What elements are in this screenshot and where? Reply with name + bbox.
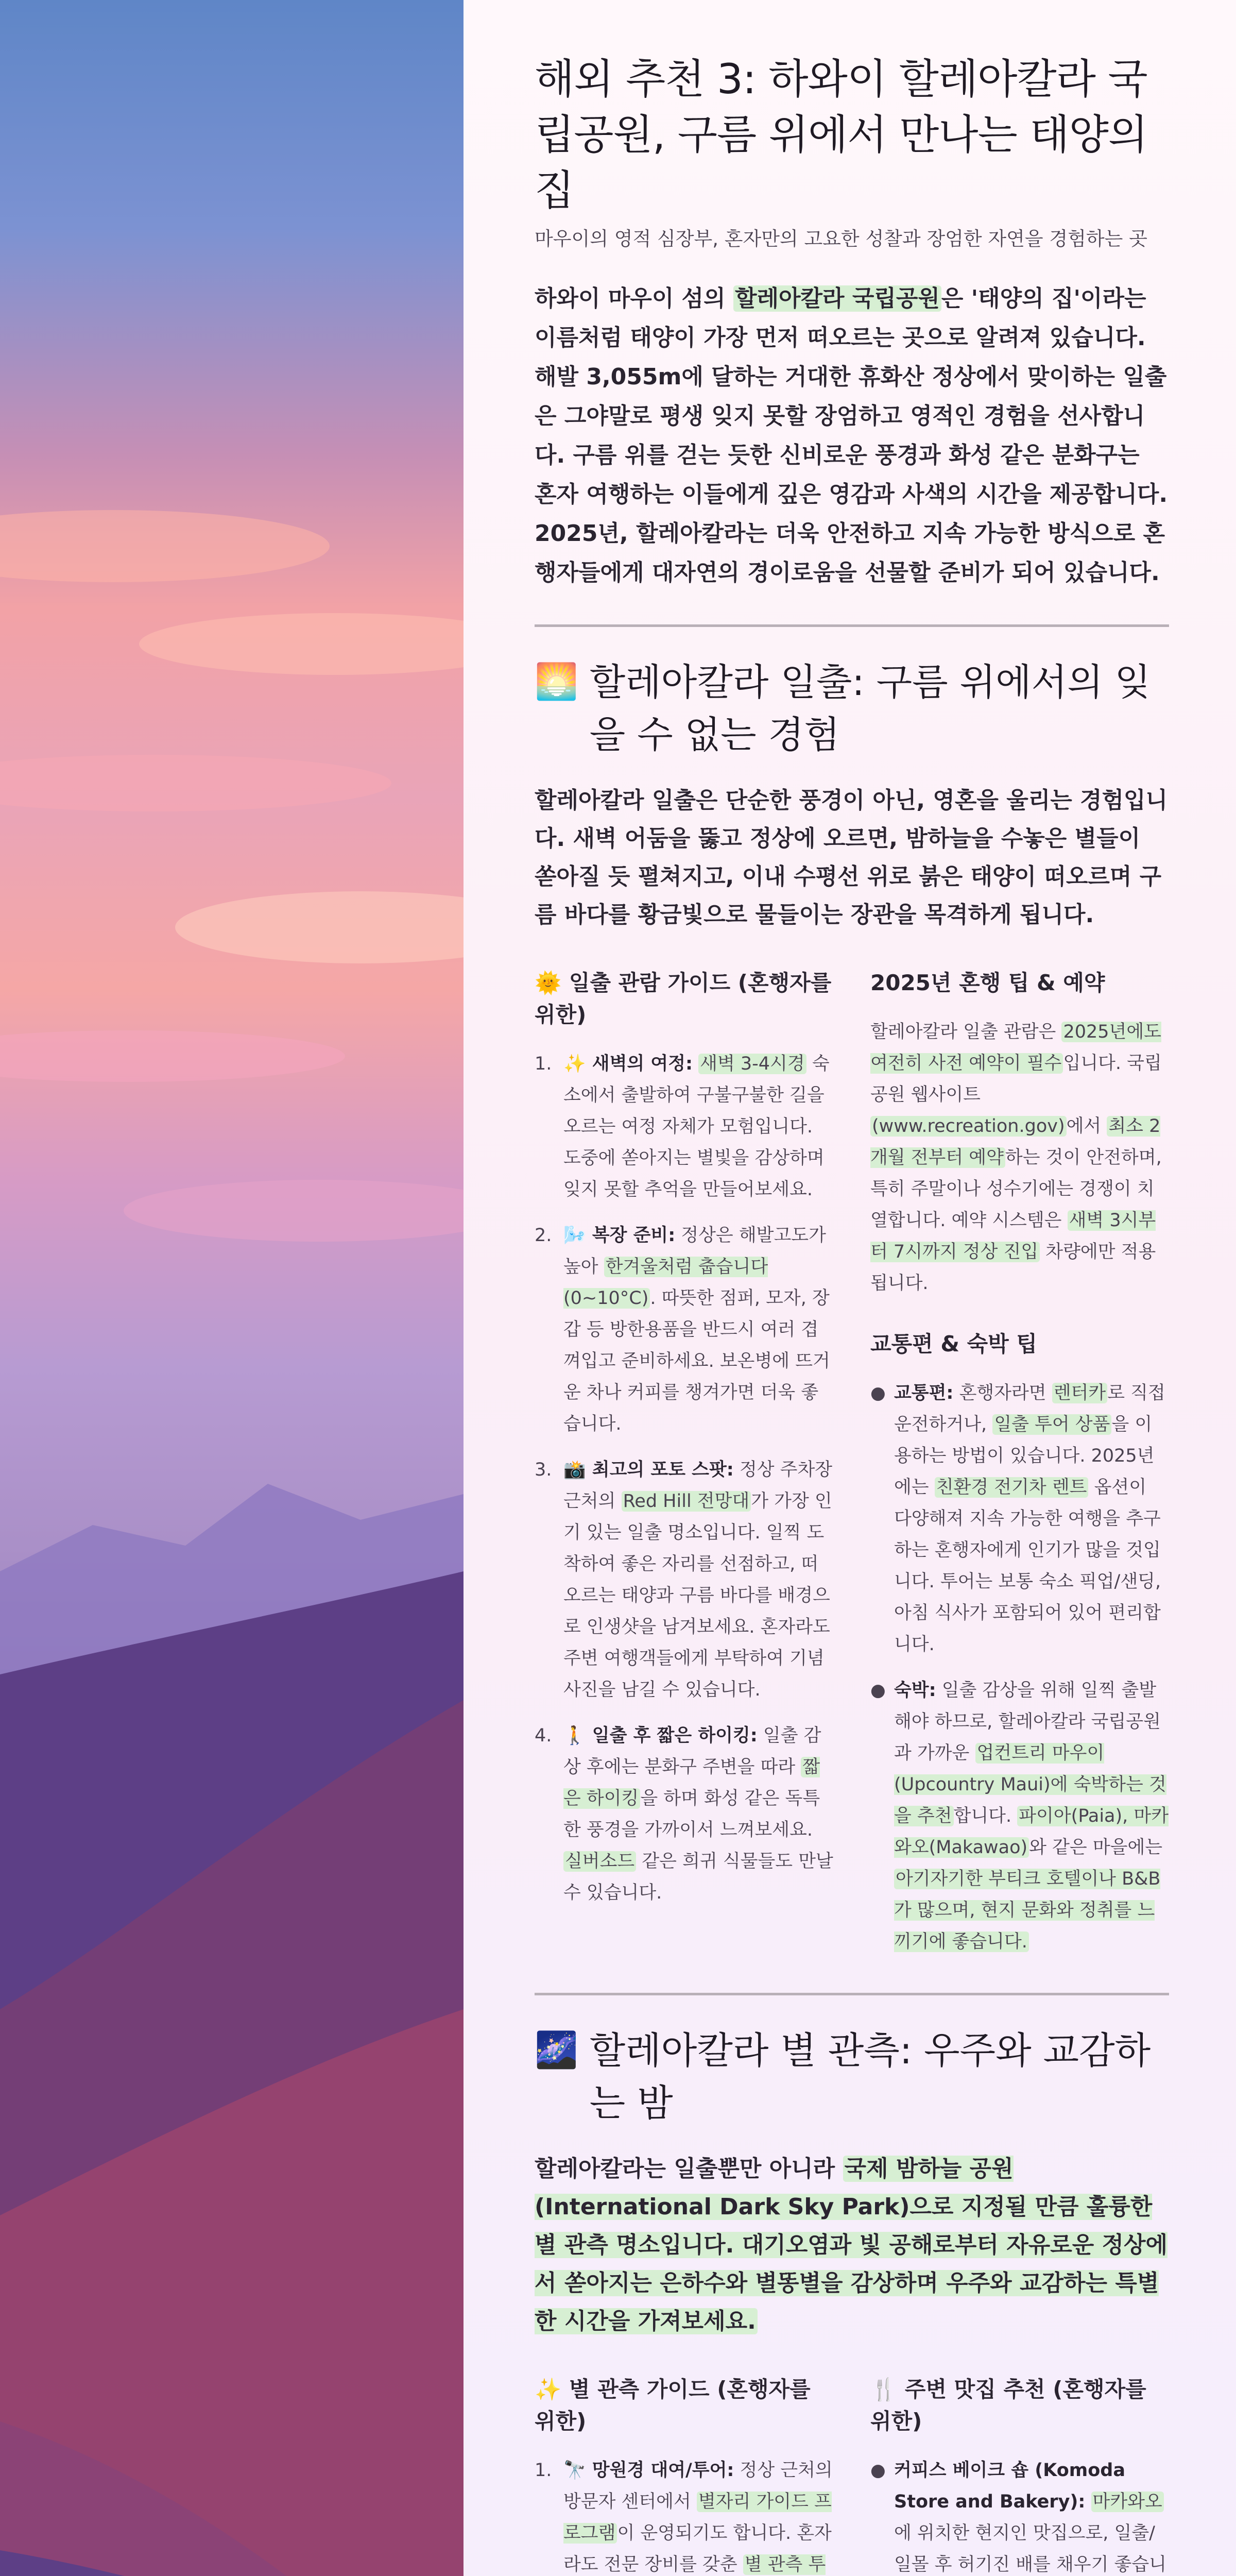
stars-columns	[535, 2374, 1169, 2576]
food-list	[870, 2455, 1169, 2576]
booking-tips-text: 할레아칼라 일출 관람은 2025년에도 여전히 사전 예약이 필수입니다. 국립공원 웹사이트 (www.recreation.gov)에서 최소 2개월 전부터 예약하는 것이 안전하며, 특히 주말이나 성수기에는 경쟁이 치열합니다. 예약 시스템은 새벽 3시부터 7시까지 정상 진입 차량에만 적용됩니다.	[870, 1022, 1162, 1294]
sunrise-guide-title: 🌞 일출 관람 가이드 (혼행자를 위한)	[535, 970, 832, 1027]
page-subtitle: 마우이의 영적 심장부, 혼자만의 고요한 성찰과 장엄한 자연을 경험하는 곳	[535, 228, 1147, 250]
list-item: 4. 🚶 일출 후 짧은 하이킹: 일출 감상 후에는 분화구 주변을 따라 짧은 하이킹을 하며 화성 같은 독특한 풍경을 가까이서 느껴보세요. 실버소드 같은 희귀 식물들도 만날 수 있습니다.	[535, 1725, 833, 1903]
transport-list	[870, 1378, 1169, 1958]
galaxy-icon: 🌌	[535, 2030, 578, 2071]
recreation-gov-link: (www.recreation.gov)	[870, 1116, 1067, 1137]
transport-title: 교통편 & 숙박 팁	[870, 1331, 1037, 1357]
section-divider	[535, 1993, 1169, 1995]
section-divider	[535, 624, 1169, 627]
stars-section-title: 🌌 할레아칼라 별 관측: 우주와 교감하는 밤	[535, 2024, 1169, 2129]
list-item: ● 교통편: 혼행자라면 렌터카로 직접 운전하거나, 일출 투어 상품을 이용하는 방법이 있습니다. 2025년에는 친환경 전기차 렌트 옵션이 다양해져 지속 가능한 여행을 추구하는 혼행자에게 인기가 많을 것입니다. 투어는 보통 숙소 픽업/샌딩, 아침 식사가 포함되어 있어 편리합니다.	[870, 1383, 1165, 1655]
stars-guide-column	[535, 2374, 833, 2576]
list-item: 1. 🔭 망원경 대여/투어: 정상 근처의 방문자 센터에서 별자리 가이드 프로그램이 운영되기도 합니다. 혼자라도 전문 장비를 갖춘 별 관측 투	[535, 2455, 833, 2576]
highlight-park-name: 할레아칼라 국립공원	[733, 285, 941, 312]
stars-lead: 할레아칼라는 일출뿐만 아니라 국제 밤하늘 공원(International Dark Sky Park)으로 지정될 만큼 훌륭한 별 관측 명소입니다. 대기오염과 빛 공해로부터 자유로운 정상에서 쏟아지는 은하수와 별똥별을 감상하며 우주와 교감하는 특별한 시간을 가져보세요.	[535, 2156, 1168, 2334]
sunrise-guide-list	[535, 1048, 833, 1909]
article-panel	[464, 0, 1236, 2576]
food-title: 🍴 주변 맛집 추천 (혼행자를 위한)	[870, 2377, 1146, 2434]
sunrise-section-title: 🌅 할레아칼라 일출: 구름 위에서의 잊을 수 없는 경험	[535, 656, 1169, 761]
stars-guide-title: ✨ 별 관측 가이드 (혼행자를 위한)	[535, 2377, 811, 2434]
landscape-illustration	[0, 0, 464, 2576]
list-item: 1. ✨ 새벽의 여정: 새벽 3-4시경 숙소에서 출발하여 구불구불한 길을 오르는 여정 자체가 모험입니다. 도중에 쏟아지는 별빛을 감상하며 잊지 못할 추억을 만들어보세요.	[535, 1054, 830, 1200]
hero-landscape-image	[0, 0, 464, 2576]
stars-info-column	[870, 2374, 1169, 2576]
sunrise-tips-column	[870, 967, 1169, 1972]
intro-paragraph: 하와이 마우이 섬의 할레아칼라 국립공원은 '태양의 집'이라는 이름처럼 태양이 가장 먼저 떠오르는 곳으로 알려져 있습니다. 해발 3,055m에 달하는 거대한 휴화산 정상에서 맞이하는 일출은 그야말로 평생 잊지 못할 장엄하고 영적인 경험을 선사합니다. 구름 위를 걷는 듯한 신비로운 풍경과 화성 같은 분화구는 혼자 여행하는 이들에게 깊은 영감과 사색의 시간을 제공합니다. 2025년, 할레아칼라는 더욱 안전하고 지속 가능한 방식으로 혼행자들에게 대자연의 경이로움을 선물할 준비가 되어 있습니다.	[535, 285, 1168, 586]
sunrise-icon: 🌅	[535, 662, 578, 702]
list-item: 3. 📸 최고의 포토 스팟: 정상 주차장 근처의 Red Hill 전망대가 가장 인기 있는 일출 명소입니다. 일찍 도착하여 좋은 자리를 선점하고, 떠오르는 태양과 구름 바다를 배경으로 인생샷을 남겨보세요. 혼자라도 주변 여행객들에게 부탁하여 기념사진을 남길 수 있습니다.	[535, 1460, 833, 1700]
list-item: ● 커피스 베이크 숍 (Komoda Store and Bakery): 마카와오에 위치한 현지인 맛집으로, 일출/일몰 후 허기진 배를 채우기 좋습니	[870, 2460, 1166, 2575]
list-item: 2. 🌬️ 복장 준비: 정상은 해발고도가 높아 한겨울처럼 춥습니다 (0~10°C). 따뜻한 점퍼, 모자, 장갑 등 방한용품을 반드시 여러 겹 껴입고 준비하세요. 보온병에 뜨거운 차나 커피를 챙겨가면 더욱 좋습니다.	[535, 1225, 830, 1434]
sunrise-lead: 할레아칼라 일출은 단순한 풍경이 아닌, 영혼을 울리는 경험입니다. 새벽 어둠을 뚫고 정상에 오르면, 밤하늘을 수놓은 별들이 쏟아질 듯 펼쳐지고, 이내 수평선 위로 붉은 태양이 떠오르며 구름 바다를 황금빛으로 물들이는 장관을 목격하게 됩니다.	[535, 787, 1168, 928]
sunrise-clouds	[0, 510, 464, 1242]
list-item: ● 숙박: 일출 감상을 위해 일찍 출발해야 하므로, 할레아칼라 국립공원과 가까운 업컨트리 마우이(Upcountry Maui)에 숙박하는 것을 추천합니다. 파이아(Paia), 마카와오(Makawao)와 같은 마을에는 아기자기한 부티크 호텔이나 B&B가 많으며, 현지 문화와 정취를 느끼기에 좋습니다.	[870, 1680, 1169, 1952]
sunrise-columns	[535, 967, 1169, 1972]
stars-guide-list	[535, 2455, 833, 2576]
sunrise-guide-column	[535, 967, 833, 1972]
booking-tips-title: 2025년 혼행 팁 & 예약	[870, 970, 1105, 995]
page-title: 해외 추천 3: 하와이 할레아칼라 국립공원, 구름 위에서 만나는 태양의 집	[535, 55, 1148, 214]
